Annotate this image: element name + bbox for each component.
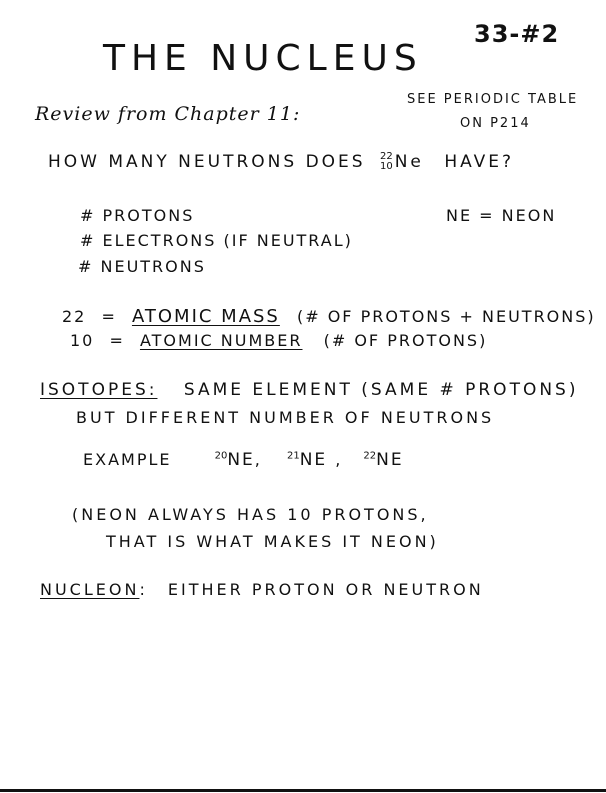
- atomic-number: 10: [379, 161, 393, 172]
- see-page-ref: ON P214: [460, 116, 531, 131]
- atomic-equals: =: [109, 331, 125, 350]
- page-bottom-edge: [0, 789, 606, 792]
- isotopes-definition: SAME ELEMENT (SAME # PROTONS): [183, 380, 579, 400]
- mass-value: 22: [62, 307, 87, 326]
- isotopes-definition-cont: BUT DIFFERENT NUMBER OF NEUTRONS: [76, 408, 495, 427]
- example-line: [83, 450, 404, 470]
- isotope-ne-21: [287, 450, 342, 469]
- see-periodic-table: SEE PERIODIC TABLE: [407, 92, 579, 107]
- question-line: [48, 152, 514, 172]
- nucleon-line: [40, 580, 484, 599]
- mass-equals: =: [101, 307, 117, 326]
- example-label: EXAMPLE: [83, 450, 172, 469]
- nucleon-colon: :: [139, 580, 148, 599]
- isotopes-term: ISOTOPES:: [40, 380, 158, 400]
- neon-note-line2: THAT IS WHAT MAKES IT NEON): [106, 532, 439, 551]
- review-label: Review from Chapter 11:: [35, 103, 301, 125]
- atomic-value: 10: [70, 331, 95, 350]
- isotope-sep: ,: [254, 450, 262, 469]
- neon-note-line1: (NEON ALWAYS HAS 10 PROTONS,: [72, 505, 429, 524]
- neon-22-notation: [380, 152, 432, 172]
- question-prefix: HOW MANY NEUTRONS DOES: [48, 152, 366, 172]
- atomic-mass-term: ATOMIC MASS: [131, 306, 280, 327]
- atomic-number-line: [70, 331, 487, 350]
- page-title: THE NUCLEUS: [103, 38, 423, 79]
- atomic-mass-line: [62, 306, 596, 327]
- atomic-mass-note: (# OF PROTONS + NEUTRONS): [296, 307, 596, 326]
- isotope-symbol: NE: [376, 450, 404, 470]
- isotopes-line: [40, 380, 578, 400]
- nucleon-definition: EITHER PROTON OR NEUTRON: [167, 580, 484, 599]
- isotope-ne-22: [363, 450, 403, 469]
- neon-definition: NE = NEON: [446, 206, 557, 225]
- atomic-number-term: ATOMIC NUMBER: [139, 331, 303, 350]
- isotope-ne-20: [215, 450, 262, 469]
- checklist-item-electrons: # ELECTRONS (IF NEUTRAL): [80, 231, 353, 250]
- isotope-mass: 22: [363, 450, 377, 462]
- page-ref: 33-#2: [474, 20, 560, 48]
- question-suffix: HAVE?: [444, 152, 515, 172]
- isotope-symbol: NE: [299, 450, 328, 470]
- checklist-item-neutrons: # NEUTRONS: [78, 257, 206, 276]
- isotope-sep: ,: [335, 450, 343, 469]
- mass-number: 22: [379, 151, 393, 162]
- isotope-mass: 20: [214, 450, 228, 462]
- atomic-number-note: (# OF PROTONS): [323, 331, 488, 350]
- isotope-mass: 21: [286, 450, 300, 462]
- element-symbol: Ne: [394, 152, 424, 172]
- checklist-item-protons: # PROTONS: [80, 206, 195, 225]
- isotope-symbol: NE: [227, 450, 255, 470]
- nucleon-term: NUCLEON: [40, 580, 140, 599]
